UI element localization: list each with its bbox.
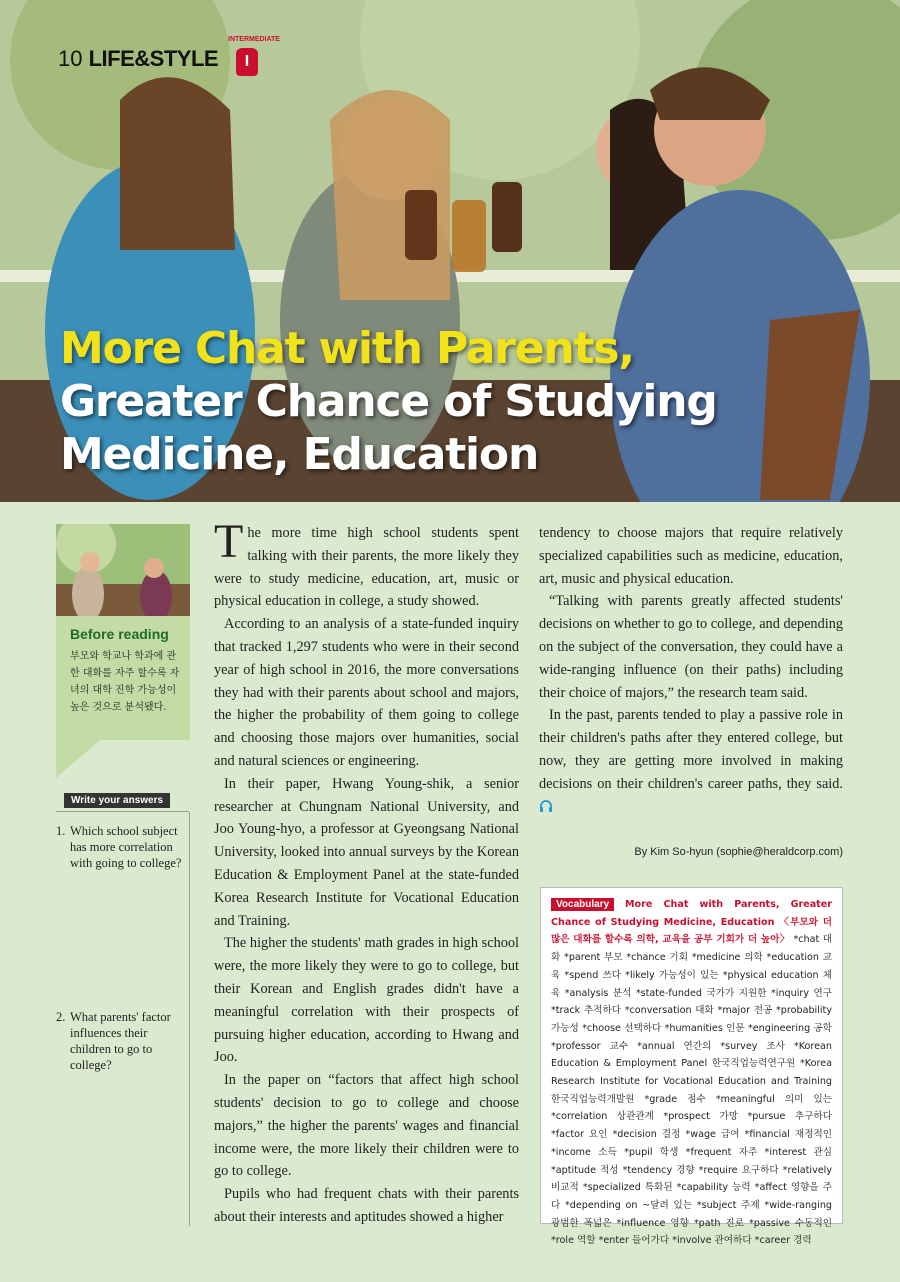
headline-line-1: More Chat with Parents, [60, 323, 634, 374]
hero-photo [0, 0, 900, 502]
vocabulary-title: More Chat with Parents, Greater Chance of Studying Medicine, Education 〈부모와 더 많은 대화를 할수록 의학, 교육을 공부 기회가 더 높아〉 [551, 899, 832, 946]
before-reading-box [56, 616, 190, 740]
article-paragraph-1 [214, 515, 519, 613]
article-paragraph-2: According to an analysis of a state-funded inquiry that tracked 1,297 students who were in their second year of high school in 2016, the more conversations they had with their parents about school and majors, the higher the probability of them going to college and choosing those majors over humanities, social and natural sciences or engineering. [214, 616, 519, 769]
thumbnail-illustration [56, 524, 190, 616]
write-answers-rule [56, 811, 189, 812]
article-column-1 [214, 515, 519, 1229]
byline: By Kim So-hyun (sophie@heraldcorp.com) [634, 846, 843, 858]
article-paragraph-5: In the paper on “factors that affect high school students' decision to go to college and choose majors,” the higher the parents' wages and financial income were, the more likely their children were to go to college. [214, 1072, 519, 1180]
before-reading-text: 부모와 학교나 학과에 관한 대화를 자주 할수록 자녀의 대학 진학 가능성이 높은 것으로 분석됐다. [70, 651, 180, 713]
article-paragraph-9-text: In the past, parents tended to play a passive role in their children's paths after they entered college, but now, they are getting more involved in making decisions on their children's career paths, they said. [539, 707, 843, 792]
level-badge [228, 36, 280, 76]
dropcap: T [214, 515, 244, 568]
before-reading-title: Before reading [70, 626, 169, 642]
question-2-text: What parents' factor influences their children to go to college? [70, 1010, 171, 1072]
headphones-icon [539, 800, 553, 812]
headline-line-3: Medicine, Education [60, 429, 539, 480]
article-paragraph-9 [539, 704, 843, 818]
level-badge-text: INTERMEDIATE [228, 36, 280, 43]
section-title: LIFE&STYLE [88, 46, 219, 71]
article-paragraph-1-text: he more time high school students spent talking with their parents, the more likely they were to study medicine, education, art, music or physical education in college, a study showed. [214, 525, 519, 610]
sidebar [56, 524, 190, 778]
vocabulary-label: Vocabulary [551, 898, 614, 911]
article-paragraph-6: Pupils who had frequent chats with their parents about their interests and aptitudes showed a higher [214, 1186, 519, 1225]
page-number: 10 [58, 46, 83, 71]
headline-line-2: Greater Chance of Studying [60, 376, 717, 427]
article-paragraph-8: “Talking with parents greatly affected students' decisions on whether to go to college, and depending on the subject of the conversation, they could have a wide-ranging influence (on their paths) including their choice of majors,” the research team said. [539, 593, 843, 701]
write-answers-label: Write your answers [64, 793, 170, 808]
speech-tail [56, 740, 100, 778]
vocabulary-body: *chat 대화 *parent 부모 *chance 기회 *medicine 의학 *education 교육 *spend 쓰다 *likely 가능성이 있는 *physical education 체육 *analysis 분석 *state-funded 국가가 지원한 *inquiry 연구 *track 추적하다 *conversation 대화 *major 전공 *probability 가능성 *choose 선택하다 *humanities 인문 *engineering 공학 *professor 교수 *annual 연간의 *survey 조사 *Korean Education & Employment Panel 한국직업능력연구원 *Korea Research Institute for Vocational Education and Training 한국직업능력개발원 *grade 점수 *meaningful 의미 있는 *correlation 상관관계 *prospect 가망 *pursue 추구하다 *factor 요인 *decision 결정 *wage 급여 *financial 재정적인 *income 소득 *pupil 학생 *frequent 자주 *interest 관심 *aptitude 적성 *tendency 경향 *require 요구하다 *relatively 비교적 *specialized 특화된 *capability 능력 *affect 영향을 주다 *depending on ~달려 있는 *subject 주제 *wide-ranging 광범한 폭넓은 *influence 영향 *path 진로 *passive 수동적인 *role 역할 *enter 들어가다 *involve 관여하다 *career 경력 [551, 934, 832, 1247]
page-header [58, 46, 218, 72]
level-badge-letter: I [236, 48, 258, 76]
question-1-number: 1. [56, 824, 66, 838]
article-paragraph-4: The higher the students' math grades in high school were, the more likely they were to go to college, but their Korean and English grades didn't have a meaningful correlation with their prospects of pursuing higher education, according to Hwang and Joo. [214, 935, 519, 1066]
question-2-number: 2. [56, 1010, 66, 1024]
sidebar-divider [189, 812, 190, 1226]
article-paragraph-3: In their paper, Hwang Young-shik, a senior researcher at Chungnam National University, and Joo Young-hyo, a professor at Gyeongsang National University, looked into annual surveys by the Korean Education & Employment Panel at the state-funded Korea Research Institute for Vocational Education and Training. [214, 775, 519, 929]
vocabulary-box [540, 887, 843, 1247]
write-answers-header [56, 790, 170, 812]
article-paragraph-7: tendency to choose majors that require relatively specialized capabilities such as medicine, education, art, music and physical education. [539, 525, 843, 587]
sidebar-thumbnail [56, 524, 190, 616]
question-1-text: Which school subject has more correlation with going to college? [70, 824, 182, 870]
article-column-2 [539, 522, 843, 818]
headline [60, 322, 717, 481]
